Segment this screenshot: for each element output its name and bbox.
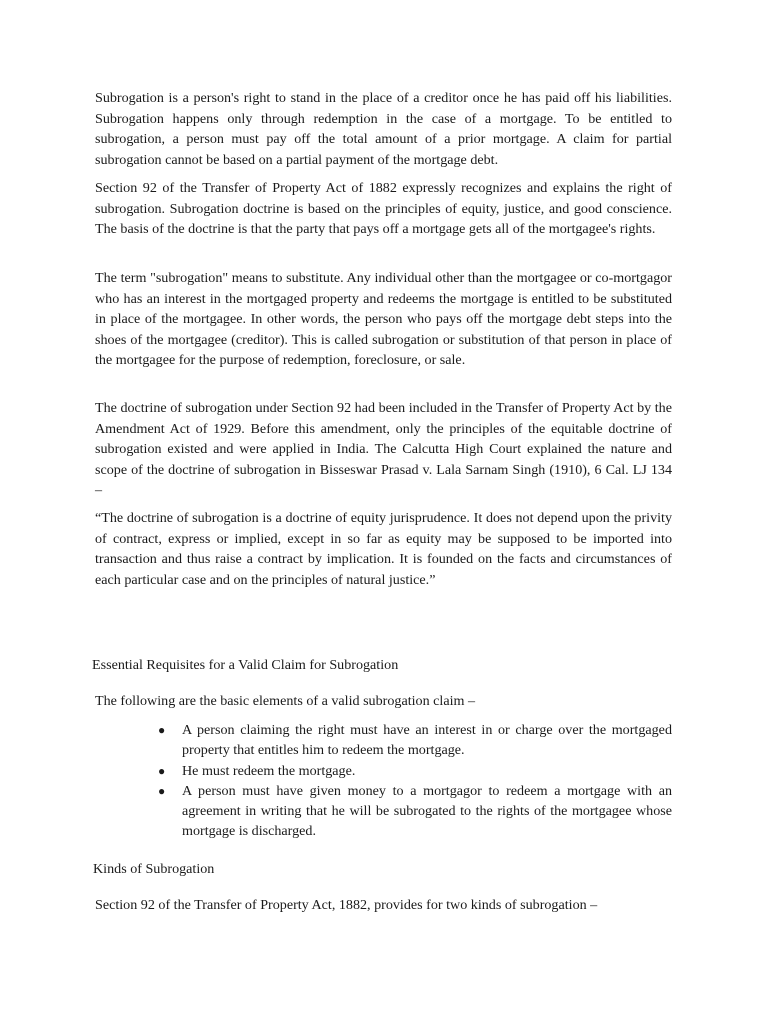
paragraph-meaning: The term "subrogation" means to substitute. Any individual other than the mortgagee or co-mortgagor who has an interest in the mortgaged property and redeems the mortgage is entitled to be substituted in place of the mortgagee. In other words, the person who pays off the mortgage debt steps into the shoes of the mortgagee (creditor). This is called subrogation or substitution of that person in place of the mortgagee for the purpose of redemption, foreclosure, or sale. <box>95 270 672 369</box>
list-item <box>155 761 672 781</box>
paragraph-requisites-intro: The following are the basic elements of a valid subrogation claim – <box>95 693 476 709</box>
list-item-text: A person must have given money to a mortgagor to redeem a mortgage with an agreement in writing that he will be subrogated to the rights of the mortgagee whose mortgage is discharged. <box>182 782 672 840</box>
paragraph-kinds-intro: Section 92 of the Transfer of Property Act, 1882, provides for two kinds of subrogation – <box>95 897 598 913</box>
heading-kinds-of-subrogation: Kinds of Subrogation <box>93 861 215 877</box>
paragraph-quote: “The doctrine of subrogation is a doctrine of equity jurisprudence. It does not depend upon the privity of contract, express or implied, except in so far as equity may be supposed to be imported into transaction and thus raise a contract by implication. It is founded on the facts and circumstances of each particular case and on the principles of natural justice.” <box>95 510 672 588</box>
paragraph-history: The doctrine of subrogation under Section 92 had been included in the Transfer of Property Act by the Amendment Act of 1929. Before this amendment, only the principles of the equitable doctrine of subrogation existed and were applied in India. The Calcutta High Court explained the nature and scope of the doctrine of subrogation in Bisseswar Prasad v. Lala Sarnam Singh (1910), 6 Cal. LJ 134 – <box>95 400 672 499</box>
paragraph-definition: Subrogation is a person's right to stand in the place of a creditor once he has paid off his liabilities. Subrogation happens only through redemption in the case of a mortgage. To be entitled to subrogation, a person must pay off the total amount of a prior mortgage. A claim for partial subrogation cannot be based on a partial payment of the mortgage debt. <box>95 90 672 168</box>
list-item <box>155 781 672 842</box>
bullet-icon: ● <box>158 783 166 798</box>
bullet-icon: ● <box>158 723 166 737</box>
heading-essential-requisites: Essential Requisites for a Valid Claim for Subrogation <box>92 657 399 673</box>
bullet-icon: ● <box>158 763 166 778</box>
requisites-list <box>155 720 672 842</box>
paragraph-section-92: Section 92 of the Transfer of Property Act of 1882 expressly recognizes and explains the right of subrogation. Subrogation doctrine is based on the principles of equity, justice, and good conscience. The basis of the doctrine is that the party that pays off a mortgage gets all of the mortgagee's rights. <box>95 180 672 238</box>
list-item-text: A person claiming the right must have an interest in or charge over the mortgaged property that entitles him to redeem the mortgage. <box>182 722 672 759</box>
list-item <box>155 720 672 761</box>
list-item-text: He must redeem the mortgage. <box>182 762 356 779</box>
